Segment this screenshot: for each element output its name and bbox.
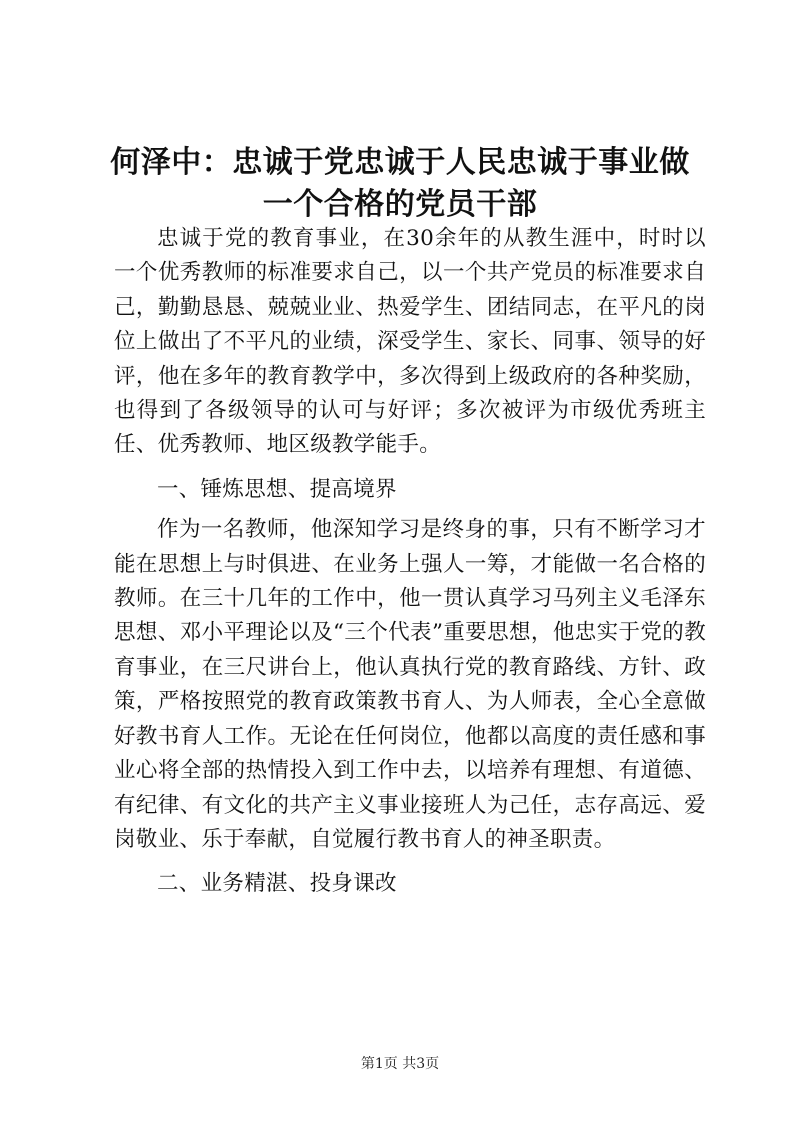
section-heading-1: 一、锤炼思想、提高境界 [157,476,397,502]
document-title: 何泽中：忠诚于党忠诚于人民忠诚于事业做一个合格的党员干部 [110,145,690,222]
paragraph-section-1: 作为一名教师，他深知学习是终身的事，只有不断学习才能在思想上与时俱进、在业务上强人一筹，才能做一名合格的教师。在三十几年的工作中，他一贯认真学习马列主义毛泽东思想、邓小平理论以及“三个代表”重要思想，他忠实于党的教育事业，在三尺讲台上，他认真执行党的教育路线、方针、政策，严格按照党的教育政策教书育人、为人师表，全心全意做好教书育人工作。无论在任何岗位，他都以高度的责任感和事业心将全部的热情投入到工作中去，以培养有理想、有道德、有纪律、有文化的共产主义事业接班人为己任，志存高远、爱岗敬业、乐于奉献，自觉履行教书育人的神圣职责。 [114,517,706,852]
section-heading-2: 二、业务精湛、投身课改 [157,871,397,897]
paragraph-intro: 忠诚于党的教育事业，在30余年的从教生涯中，时时以一个优秀教师的标准要求自己，以一个共产党员的标准要求自己，勤勤恳恳、兢兢业业、热爱学生、团结同志，在平凡的岗位上做出了不平凡的业绩，深受学生、家长、同事、领导的好评，他在多年的教育教学中，多次得到上级政府的各种奖励，也得到了各级领导的认可与好评；多次被评为市级优秀班主任、优秀教师、地区级教学能手。 [114,226,706,458]
document-body [114,222,706,908]
page-footer: 第1页 共3页 [360,1056,440,1072]
